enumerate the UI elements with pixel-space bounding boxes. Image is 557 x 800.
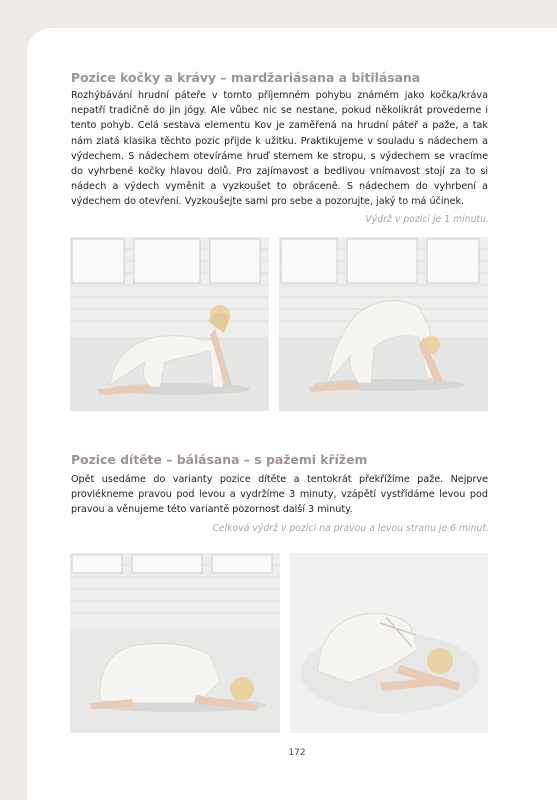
section-text-cat-cow: Rozhýbávání hrudní páteře v tomto příjemném pohybu známém jako kočka/kráva nepatří tradičně do jin jógy. Ale vůbec nic se nestane, pokud několikrát provedeme i tento pohyb. Celá sestava elementu Kov je zaměřená na hrudní páteř a paže, a tak nám zlatá klasika těchto pozic přijde k užitku. Praktikujeme v souladu s nádechem a výdechem. S nádechem otevíráme hruď sternem ke stropu, s výdechem se vracíme do vyhrbené kočky hlavou dolů. Pro zajímavost a bedlivou vnímavost stojí za to si nádech a výdech vyměnit a vyzkoušet to obráceně. S nádechem do vyhrbení a výdechem do otevření. Vyzkoušejte sami pro sebe a pozorujte, jaký to má účinek. (71, 90, 488, 208)
hold-note-cat-cow: Výdrž v pozici je 1 minutu. (365, 214, 489, 225)
photo-cow-pose (70, 237, 269, 411)
page-number: 172 (288, 748, 306, 758)
hold-note-child-pose: Celková výdrž v pozici na pravou a levou stranu je 6 minut. (212, 523, 489, 534)
section-title-cat-cow: Pozice kočky a krávy – mardžariásana a bitilásana (71, 70, 421, 85)
photo-cat-pose (279, 237, 488, 411)
section-text-child-pose: Opět usedáme do varianty pozice dítěte a tentokrát překřížíme paže. Nejprve provlékneme pravou pod levou a vydržíme 3 minuty, vzápětí vystřídáme levou pod pravou a věnujeme této variantě pozornost další 3 minuty. (71, 474, 488, 516)
book-page (27, 28, 557, 800)
photo-child-pose-arms-crossed (290, 553, 488, 733)
section-title-child-pose: Pozice dítěte – bálásana – s pažemi křížem (71, 452, 368, 467)
photo-child-pose-side (70, 553, 280, 733)
